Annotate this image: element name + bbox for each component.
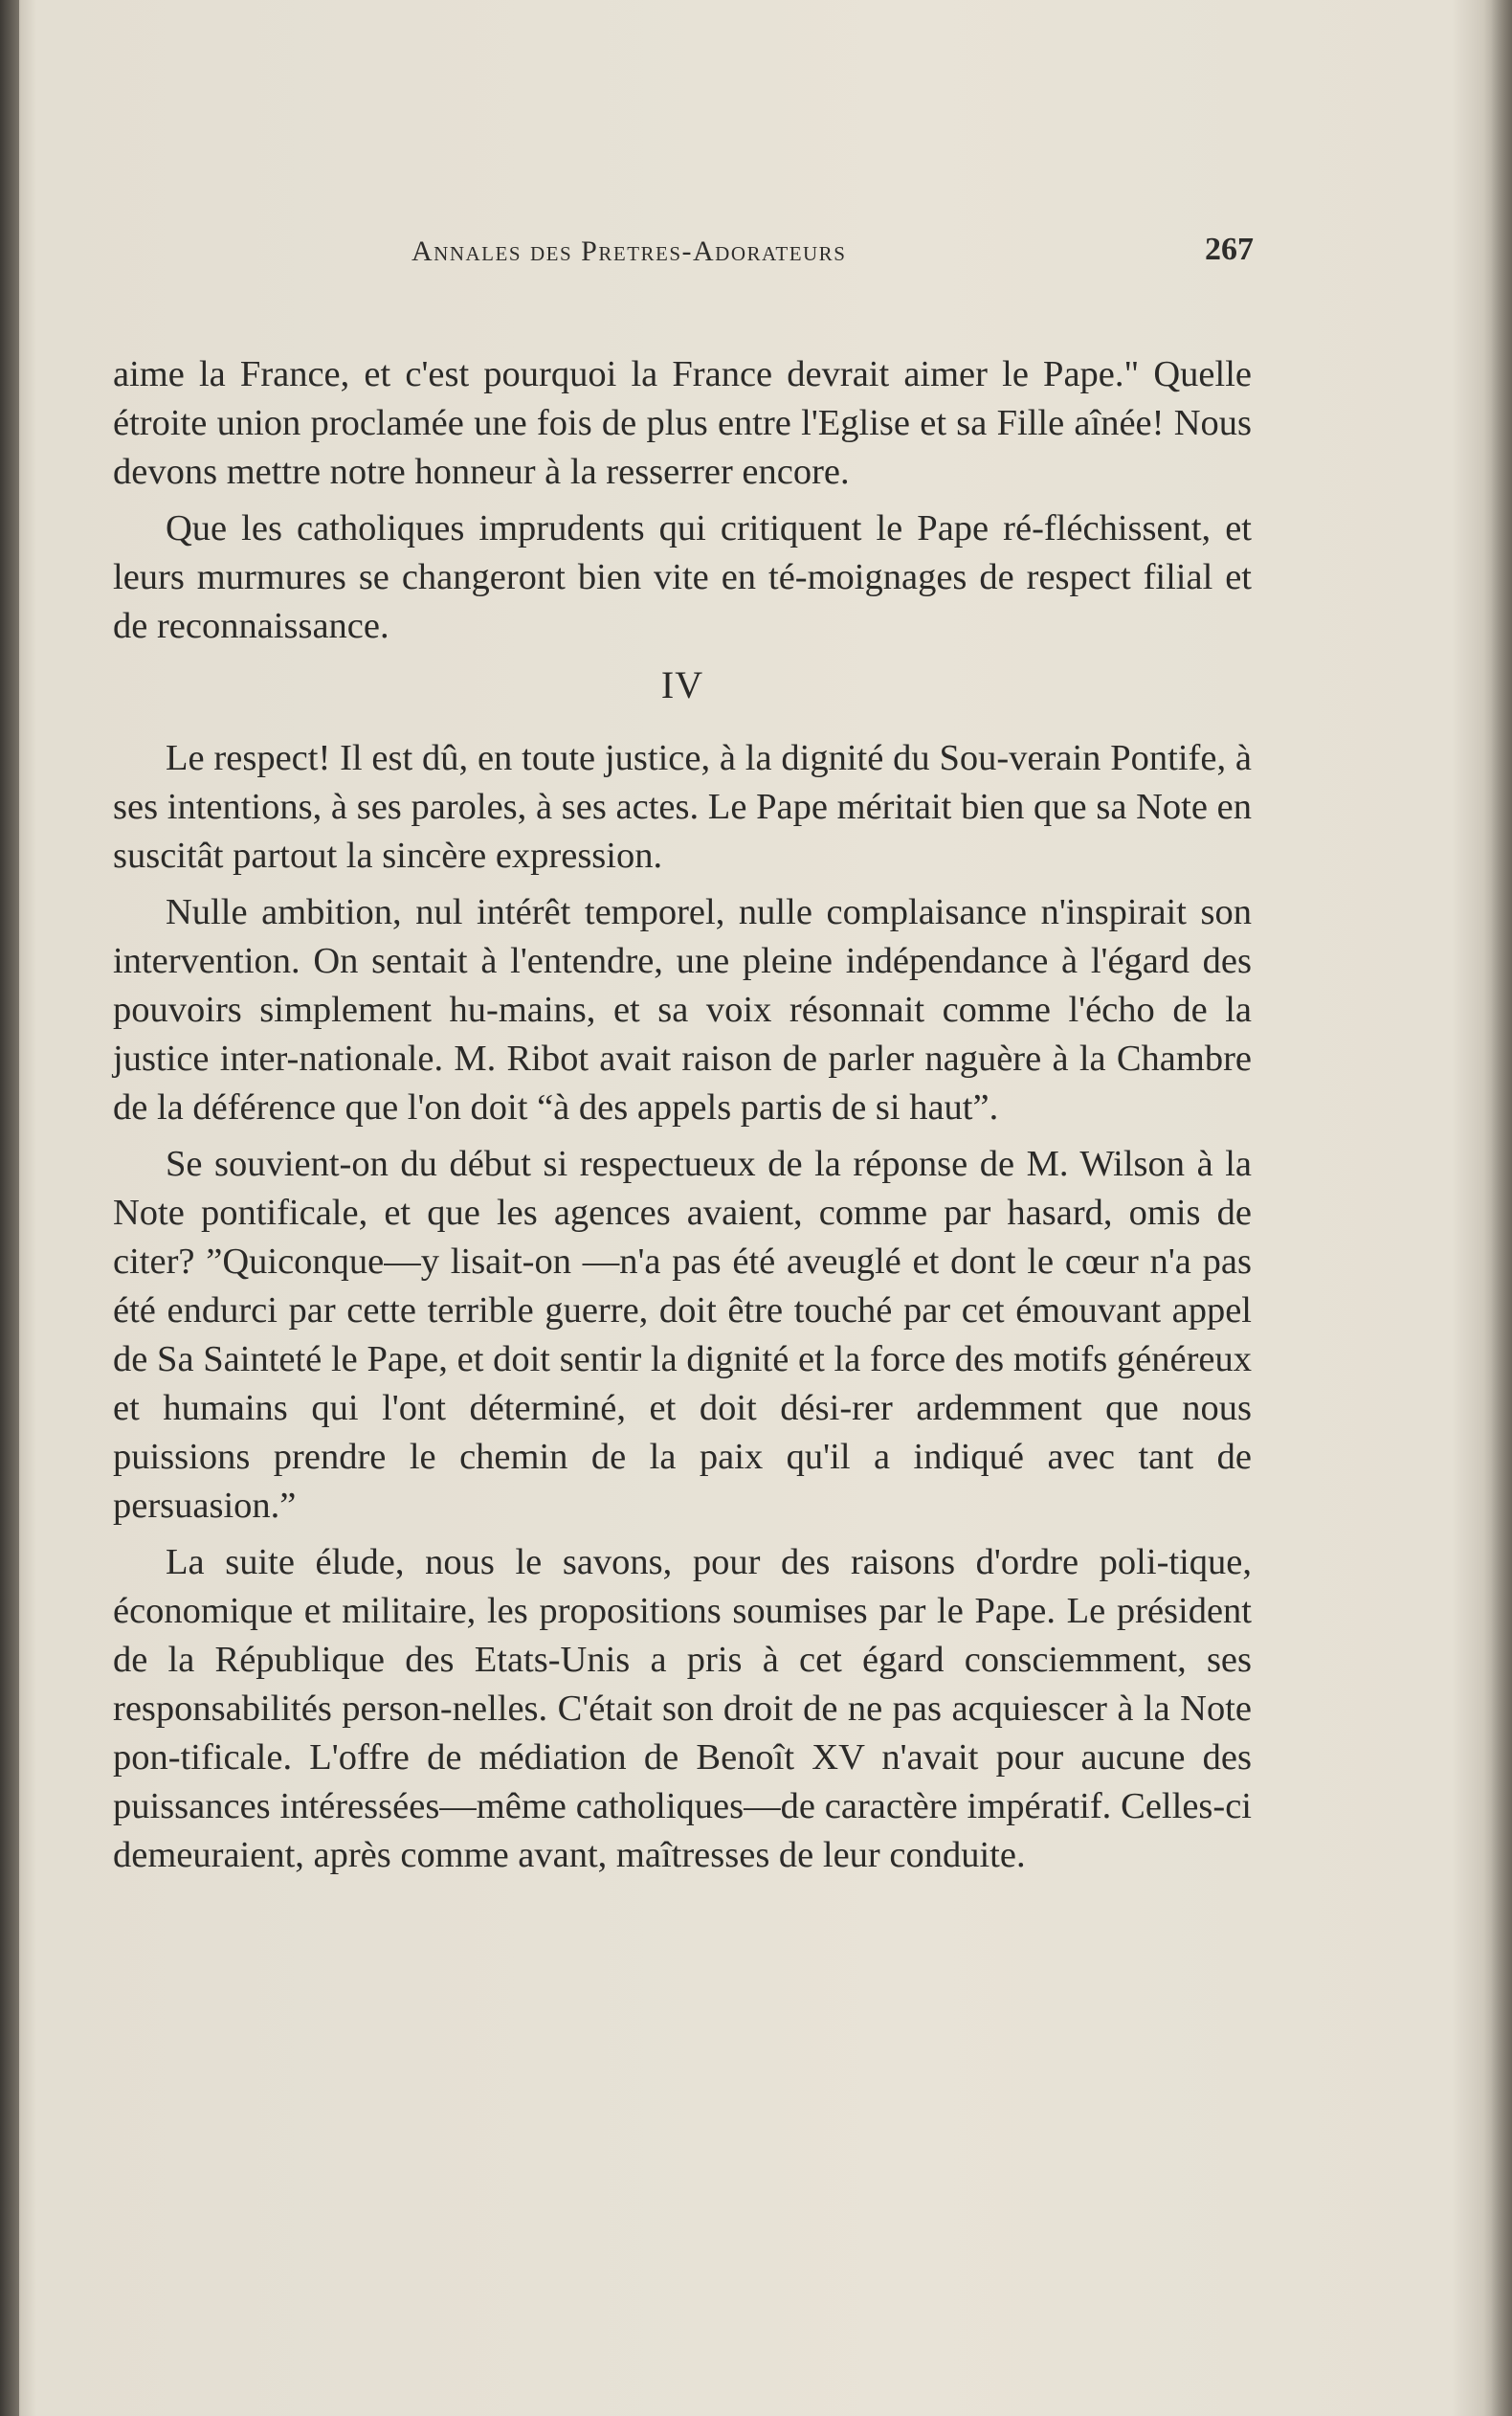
page-body (113, 350, 1252, 1888)
page-header (411, 230, 1254, 287)
section-heading: IV (660, 663, 704, 706)
paragraph: Le respect! Il est dû, en toute justice, à la dignité du Sou-verain Pontife, à ses intentions, à ses paroles, à ses actes. Le Pape méritait bien que sa Note en suscitât partout la sincère expression. (113, 738, 1252, 876)
paragraph-continuation: aime la France, et c'est pourquoi la France devrait aimer le Pape." Quelle étroite union proclamée une fois de plus entre l'Eglise et sa Fille aînée! Nous devons mettre notre honneur à la resserrer encore. (113, 354, 1252, 492)
paragraph: Que les catholiques imprudents qui critiquent le Pape ré-fléchissent, et leurs murmures se changeront bien vite en té-moignages de respect filial et de reconnaissance. (113, 508, 1252, 646)
paragraph: Nulle ambition, nul intérêt temporel, nulle complaisance n'inspirait son intervention. On sentait à l'entendre, une pleine indépendance à l'égard des pouvoirs simplement hu-mains, et sa voix résonnait comme l'écho de la justice inter-nationale. M. Ribot avait raison de parler naguère à la Chambre de la déférence que l'on doit “à des appels partis de si haut”. (113, 892, 1252, 1128)
paragraph: La suite élude, nous le savons, pour des raisons d'ordre poli-tique, économique et militaire, les propositions soumises par le Pape. Le président de la République des Etats-Unis a pris à cet égard consciemment, ses responsabilités person-nelles. C'était son droit de ne pas acquiescer à la Note pon-tificale. L'offre de médiation de Benoît XV n'avait pour aucune des puissances intéressées—même catholiques—de caractère impératif. Celles-ci demeuraient, après comme avant, maîtresses de leur conduite. (113, 1542, 1252, 1875)
page-number: 267 (1205, 232, 1254, 267)
book-spine (0, 0, 19, 2416)
paragraph: Se souvient-on du début si respectueux de la réponse de M. Wilson à la Note pontificale, et que les agences avaient, comme par hasard, omis de citer? ”Quiconque—y lisait-on —n'a pas été aveuglé et dont le cœur n'a pas été endurci par cette terrible guerre, doit être touché par cet émouvant appel de Sa Sainteté le Pape, et doit sentir la dignité et la force des motifs généreux et humains qui l'ont déterminé, et doit dési-rer ardemment que nous puissions prendre le chemin de la paix qu'il a indiqué avec tant de persuasion.” (113, 1144, 1252, 1526)
page-edge-shadow (1483, 0, 1512, 2416)
running-title: Annales des Pretres-Adorateurs (411, 235, 847, 267)
